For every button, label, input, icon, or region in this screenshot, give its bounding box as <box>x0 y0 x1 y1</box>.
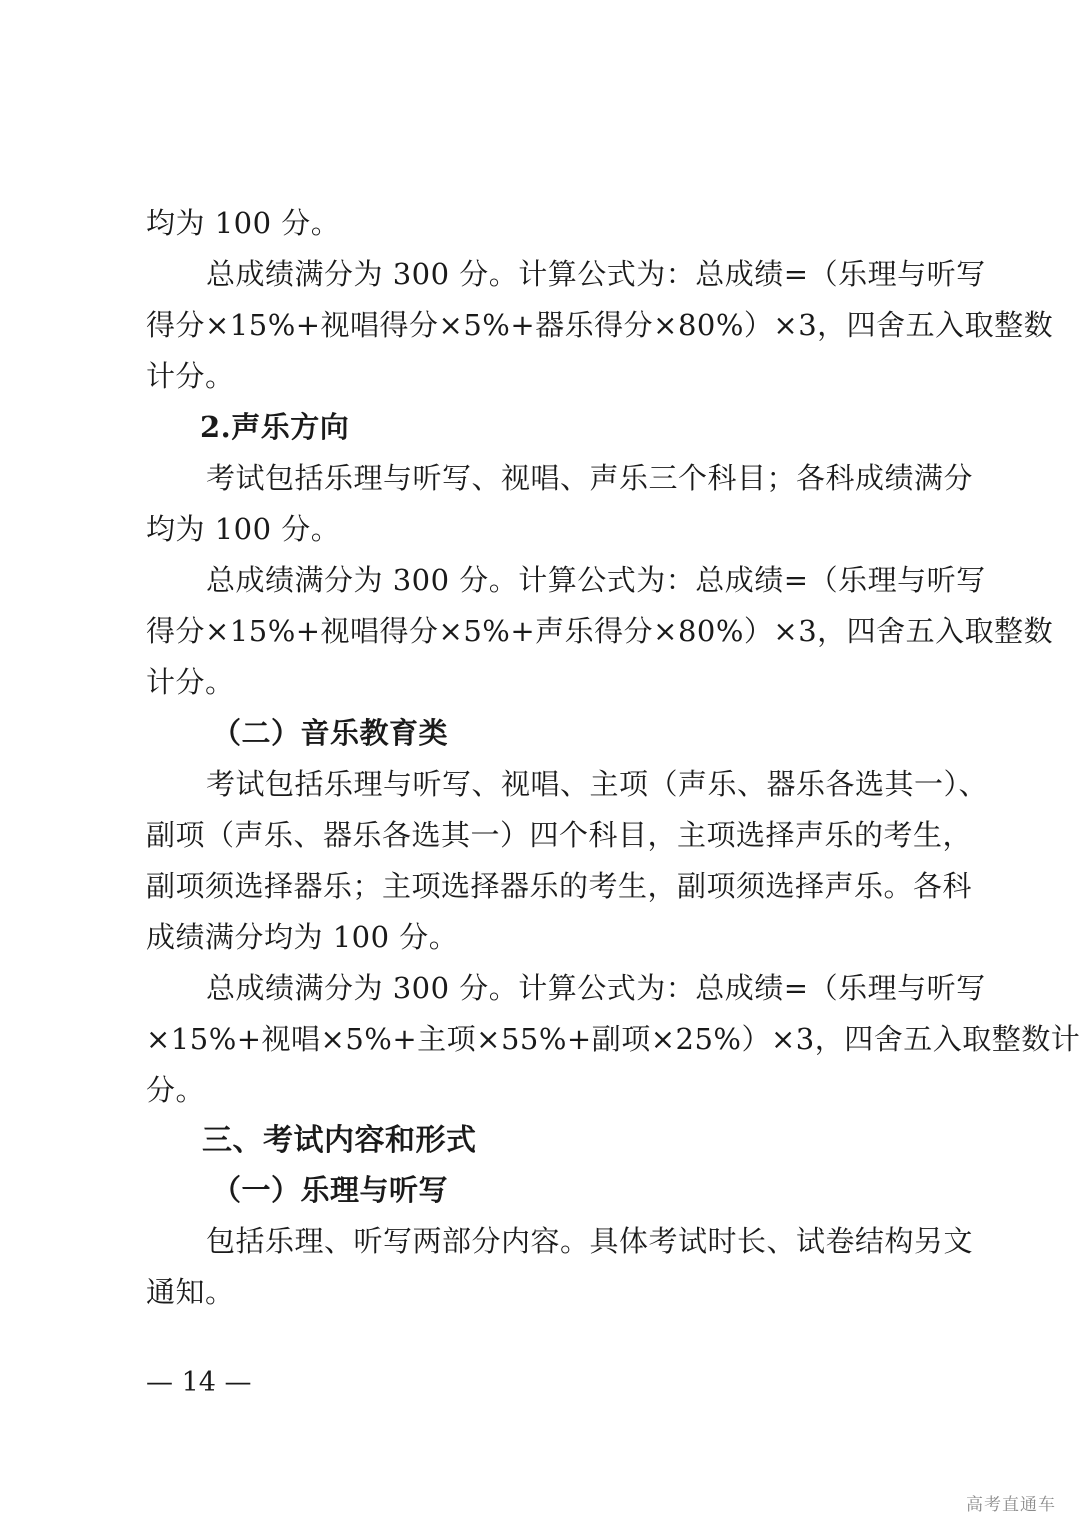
paragraph-line: 计分。 <box>146 665 235 699</box>
paragraph-line: 计分。 <box>146 359 235 393</box>
paragraph-line: 得分×15%+视唱得分×5%+器乐得分×80%）×3，四舍五入取整数 <box>146 308 1054 342</box>
paragraph-line: ×15%+视唱×5%+主项×55%+副项×25%）×3，四舍五入取整数计 <box>146 1022 1080 1056</box>
paragraph-line: 总成绩满分为 300 分。计算公式为：总成绩=（乐理与听写 <box>206 257 986 291</box>
section-heading: 三、考试内容和形式 <box>202 1123 477 1158</box>
paragraph-line: 考试包括乐理与听写、视唱、声乐三个科目；各科成绩满分 <box>206 461 974 495</box>
paragraph-line: 通知。 <box>146 1275 235 1309</box>
section-heading: （二）音乐教育类 <box>212 716 449 750</box>
watermark: 高考直通车 <box>966 1495 1056 1515</box>
paragraph-line: 总成绩满分为 300 分。计算公式为：总成绩=（乐理与听写 <box>206 563 986 597</box>
paragraph-line: 分。 <box>146 1073 206 1107</box>
paragraph-line: 考试包括乐理与听写、视唱、主项（声乐、器乐各选其一）、 <box>206 767 989 801</box>
page-number: — 14 — <box>146 1367 252 1398</box>
section-heading: 2.声乐方向 <box>200 410 350 444</box>
paragraph-line: 副项（声乐、器乐各选其一）四个科目，主项选择声乐的考生， <box>146 818 973 852</box>
paragraph-line: 均为 100 分。 <box>146 512 341 546</box>
paragraph-line: 均为 100 分。 <box>146 206 341 240</box>
paragraph-line: 总成绩满分为 300 分。计算公式为：总成绩=（乐理与听写 <box>206 971 986 1005</box>
paragraph-line: 得分×15%+视唱得分×5%+声乐得分×80%）×3，四舍五入取整数 <box>146 614 1054 648</box>
paragraph-line: 成绩满分均为 100 分。 <box>146 920 459 954</box>
section-heading: （一）乐理与听写 <box>212 1173 449 1207</box>
paragraph-line: 副项须选择器乐；主项选择器乐的考生，副项须选择声乐。各科 <box>146 869 973 903</box>
paragraph-line: 包括乐理、听写两部分内容。具体考试时长、试卷结构另文 <box>206 1224 974 1258</box>
